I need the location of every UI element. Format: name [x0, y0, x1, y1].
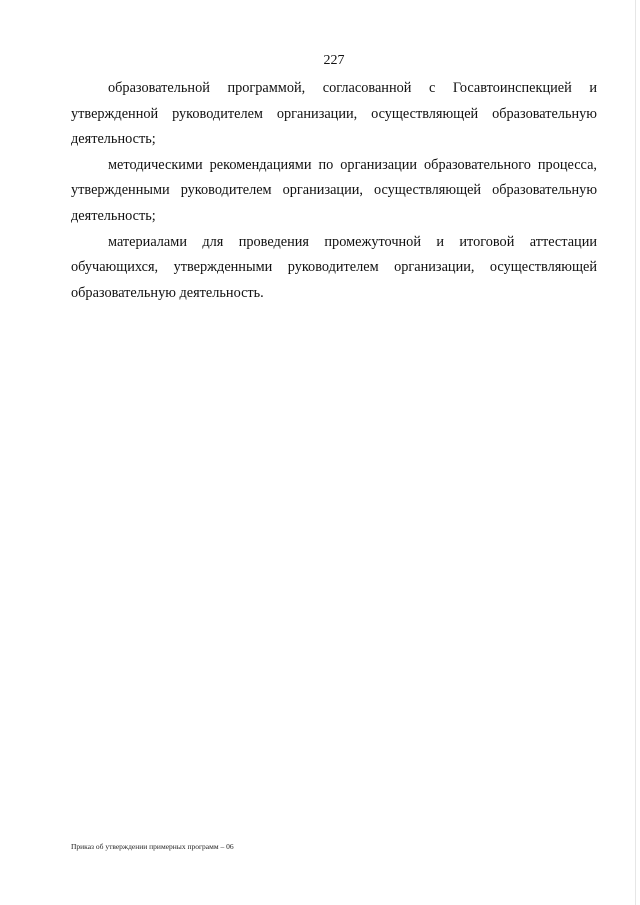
footer-note: Приказ об утверждении примерных программ – 06	[71, 842, 234, 851]
paragraph-program: образовательной программой, согласованной с Госавтоинспекцией и утвержденной руководителем организации, осуществляющей образовательную деятельность;	[71, 80, 597, 148]
page-number: 227	[323, 53, 345, 68]
scan-edge-line	[635, 0, 636, 905]
paragraph-attestation-materials: материалами для проведения промежуточной и итоговой аттестации обучающихся, утвержденными руководителем организации, осуществляющей образовательную деятельность.	[71, 233, 597, 301]
body-text	[71, 76, 597, 306]
paragraph-methodical-recommendations: методическими рекомендациями по организации образовательного процесса, утвержденными руководителем организации, осуществляющей образовательную деятельность;	[71, 156, 597, 224]
